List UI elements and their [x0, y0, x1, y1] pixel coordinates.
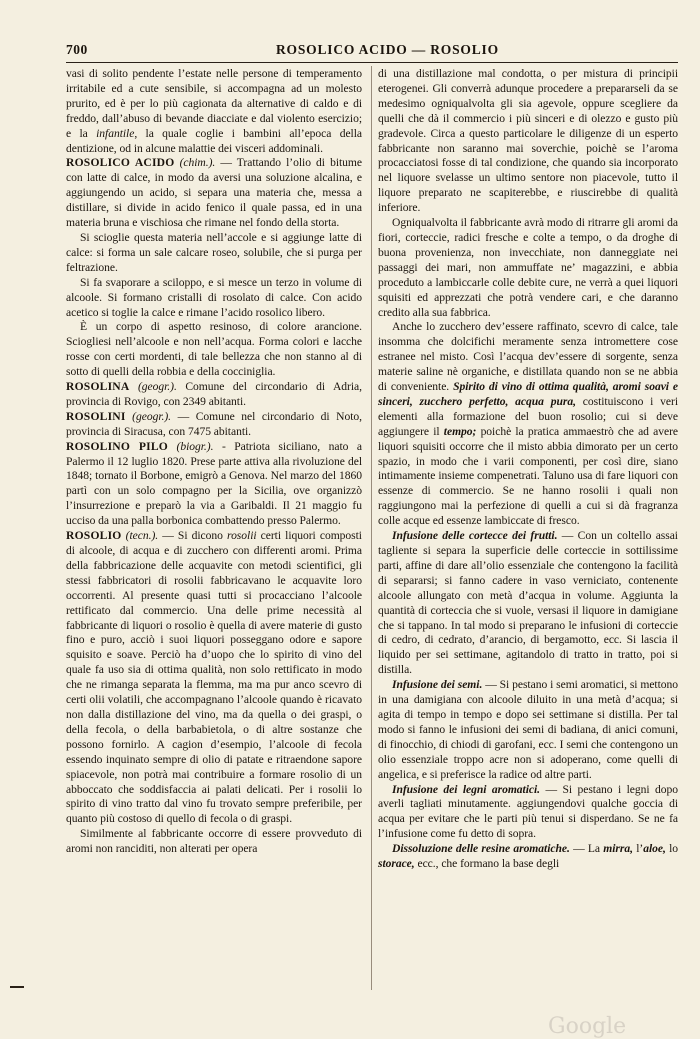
paragraph: di una distillazione mal condotta, o per mistura di principii eterogenei. Gli converrà adunque procedere a prepararseli da se medesimo ogniqualvolta gli sia agevole, oppure scegliere da quelli che dà il commercio i più sinceri e di olezzo e gusto più gradevole. Circa a questo particolare le diligenze di un esperto fabbricante non saranno mai soverchie, poichè se l’aroma procacciatosi fosse di tal condizione, che quando sia incorporato nel liquore svelasse un ultimo sentore non piacevole, tutto il liquore preparato ne scapiterebbe, e riuscirebbe di qualità inferiore.	[378, 67, 678, 215]
subsection-title: Infusione dei semi.	[392, 678, 483, 692]
entry-rosolico-acido: ROSOLICO ACIDO (chim.). — Trattando l’olio di bitume con latte di calce, in modo da aversi una soluzione alcalina, e aggiungendo un acido, si separa una materia che, messa a distillare, si divide in acido fenico il quale passa, ed in una materia bruna e vischiosa che rimane nel fondo della storta.	[66, 156, 362, 230]
running-head: ROSOLICO ACIDO — ROSOLIO	[276, 42, 499, 57]
subsection-title: Dissoluzione delle resine aromatiche.	[392, 842, 570, 856]
column-divider	[371, 66, 372, 990]
paragraph: Similmente al fabbricante occorre di essere provveduto di aromi non ranciditi, non alterati per opera	[66, 827, 362, 856]
paragraph: Si fa svaporare a sciloppo, e si mesce un terzo in volume di alcoole. Si formano cristalli di rosolato di calce. Con acido acetico si toglie la calce e rimane l’acido rosolico libero.	[66, 275, 362, 319]
paragraph: Ogniqualvolta il fabbricante avrà modo di ritrarre gli aromi da fiori, corteccie, radici fresche e colte a tempo, o da droghe di buona provenienza, non invecchiate, non danneggiate nei passaggi dei mari, non ammuffate ne’ magazzini, e abbia proceduto a lambiccarle colle debite cure, ne verrà a quei liquori squisiti ed apprezzati che potrà vendere cari, e che daranno credito alla sua fabbrica.	[378, 216, 678, 319]
paragraph: Anche lo zucchero dev’essere raffinato, scevro di calce, tale insomma che dolcifichi meramente senza intromettere cose estranee nel misto. Così l’acqua dev’essere di sorgente, senza materie saline nè organiche, e distillata quando non se ne abbia di conveniente. Spirito di vino di ottima qualità, aromi soavi e sinceri, zucchero perfetto, acqua pura, costituiscono i veri elementi alla formazione del buon rosolio; cui si deve aggiungere il tempo; poichè la pratica ammaestrò che ad avere liquori squisiti occorre che il misto abbia dimorato per un certo spazio, in modo che i varii componenti, per così dire, siano intimamente insieme compenetrati. Taluno usa di fare liquori con essenze di commercio. Se ne hanno rosolii i quali non raggiungono mai la perfezione di quelli a cui si dà fragranza colle acque ed essenze lambiccate di fresco.	[378, 320, 679, 528]
subsection-title: Infusione delle cortecce dei frutti.	[392, 529, 558, 543]
subsection-dissoluzione-resine: Dissoluzione delle resine aromatiche. — La mirra, l’aloe, lo storace, ecc., che formano la base degli	[378, 842, 678, 871]
paragraph: È un corpo di aspetto resinoso, di colore arancione. Sciogliesi nell’alcoole e non nell’acqua. Forma colori e lacche rosse con certi mordenti, di tale bellezza che non stanno al di sotto di quelli della robbia e della cocciniglia.	[66, 320, 362, 379]
subsection-infusione-legni: Infusione dei legni aromatici. — Si pestano i legni dopo averli tagliati minutamente. aggiungendovi qualche goccia di acqua per evitare che le parti più tenui si disperdano. Se ne fa l’infusione come fu detto di sopra.	[378, 782, 678, 841]
entry-rosolino-pilo: ROSOLINO PILO (biogr.). - Patriota siciliano, nato a Palermo il 12 luglio 1820. Prese parte attiva alla rivoluzione del 1848; tornato il Borbone, emigrò a Genova. Nel marzo del 1860 partì con un solo compagno per la Sicilia, ove organizzò l’insurrezione e preparò la via a Garibaldi. Il 21 maggio fu ucciso da una palla borbonica combattendo presso Palermo.	[66, 439, 362, 528]
entry-rosolina: ROSOLINA (geogr.). Comune del circondario di Adria, provincia di Rovigo, con 2349 abitanti.	[66, 380, 362, 408]
subsection-title: Infusione dei legni aromatici.	[392, 782, 541, 796]
entry-headword: ROSOLIO	[66, 529, 122, 543]
margin-mark	[10, 986, 24, 988]
page-header	[66, 40, 678, 60]
header-rule	[66, 62, 678, 63]
left-column	[66, 67, 362, 857]
right-column	[378, 67, 678, 872]
subsection-infusione-semi: Infusione dei semi. — Si pestano i semi aromatici, si mettono in una damigiana con alcoole diluito in una metà d’acqua; si agita di tempo in tempo e dopo sei settimane si distilla. Per tal modo si fanno le infusioni dei semi di badiana, di anici comuni, di finocchio, di chiodi di garofani, ecc. I semi che contengono un olio essenziale troppo acre non si adoperano, come quelli di angelica, e si preferisce la radice od altre parti.	[378, 678, 679, 781]
page-number: 700	[66, 42, 88, 57]
watermark: Google	[548, 1014, 627, 1039]
entry-rosolini: ROSOLINI (geogr.). — Comune nel circondario di Noto, provincia di Siracusa, con 7475 abitanti.	[66, 409, 362, 438]
entry-headword: ROSOLICO ACIDO	[66, 156, 175, 170]
entry-rosolio: ROSOLIO (tecn.). — Si dicono rosolii certi liquori composti di alcoole, di acqua e di zucchero con differenti aromi. Prima della fabbricazione delle acquavite con metodi scientifici, gli stessi fabbricatori di rosolii fabbricavano le acquavite loro occorrenti. Al presente quasi tutti si procacciano l’alcoole rettificato dal commercio. Una delle prime necessità al fabbricante di liquori o rosolio è quella di avere materie di gusto fino e puro, acciò i suoi liquori posseggano odore e sapore squisito e soave. Perciò ha d’uopo che lo spirito di vino del quale fa uso sia di ottima qualità, non solo rettificato in modo che ne rimanga separata la flemma, ma ma pur anco scevro di certi olii volatili, che accompagnano l’alcoole quando è ricavato non dalla distillazione del vino, ma da quella o dei graspi, o della fecola, o della barbabietola, o di altre sostanze che possono fornirlo. A cagion d’esempio, l’alcoole di fecola essendo inquinato sempre di olio di patate e ritraendone sapore spiacevole, non potrà mai contribuire a formare rosolio di un abboccato che soddisfaccia ai palati delicati. Per i rosolii lo spirito di vino tratto dal vino fu trovato sempre preferibile, per quanto più costoso di quello di fecola o di graspi.	[66, 529, 362, 826]
entry-headword: ROSOLINI	[66, 409, 126, 423]
paragraph: vasi di solito pendente l’estate nelle persone di temperamento irritabile ed a cute sensibile, si accompagna ad un molesto prurito, ed è per lo più cagionata da alternative di caldo e di freddo, dall’abuso di bevande diacciate e dal violento esercizio; e la infantile, la quale coglie i bambini all’epoca della dentizione, od in alcune malattie dei visceri addominali.	[66, 67, 362, 155]
paragraph: Si scioglie questa materia nell’accole e si aggiunge latte di calce: si forma un sale calcare roseo, solubile, che si purga per feltrazione.	[66, 230, 362, 274]
entry-headword: ROSOLINA	[66, 380, 130, 394]
entry-headword: ROSOLINO PILO	[66, 439, 168, 453]
subsection-infusione-cortecce: Infusione delle cortecce dei frutti. — Con un coltello assai tagliente si separa la superficie delle corteccie in sottilissime parti, affine di dare all’olio essenziale che contengono la facilità di separarsi; si fanno cadere in vaso verniciato, contenente alcoole allungato con metà d’acqua in volume. Aggiunta la quantità di corteccia che si vuole, versasi il liquore in damigiane che si tappano. In tal modo si preparano le infusioni di corteccie di cedro, di cedrato, d’arancio, di bergamotto, ecc. Si lascia il liquido per sei settimane, agitandolo di tratto in tratto, poi si distilla.	[378, 529, 678, 677]
